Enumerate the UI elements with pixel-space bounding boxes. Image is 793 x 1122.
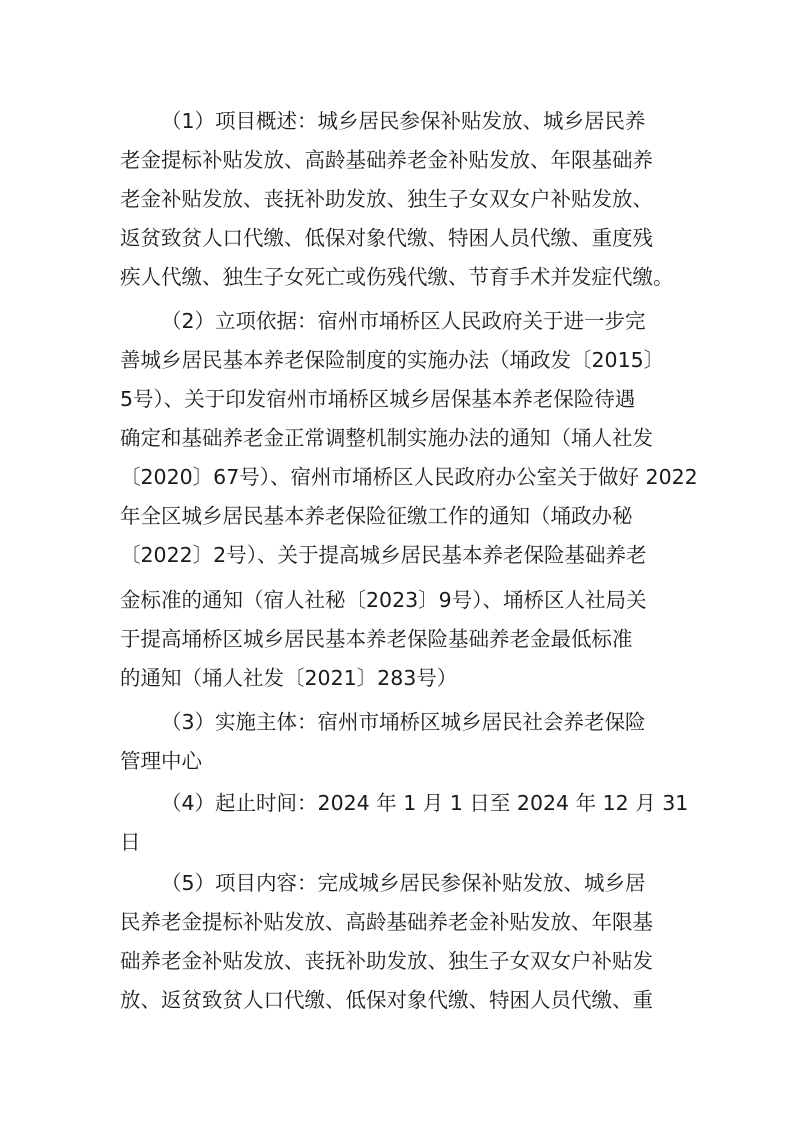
paragraph-5-line: 民养老金提标补贴发放、高龄基础养老金补贴发放、年限基 [120, 910, 653, 934]
paragraph-3-line: 管理中心 [120, 749, 202, 773]
paragraph-2-line: 年全区城乡居民基本养老保险征缴工作的通知（埇政办秘 [120, 504, 633, 528]
paragraph-2-line: 确定和基础养老金正常调整机制实施办法的通知（埇人社发 [120, 426, 653, 450]
paragraph-2-line: （2）立项依据：宿州市埇桥区人民政府关于进一步完 [161, 309, 646, 333]
paragraph-5-line: （5）项目内容：完成城乡居民参保补贴发放、城乡居 [161, 871, 646, 895]
paragraph-1-line: 老金提标补贴发放、高龄基础养老金补贴发放、年限基础养 [120, 148, 653, 172]
paragraph-3-line: （3）实施主体：宿州市埇桥区城乡居民社会养老保险 [161, 710, 646, 734]
paragraph-2-line: 5号）、关于印发宿州市埇桥区城乡居保基本养老保险待遇 [120, 387, 636, 411]
paragraph-2-line: 〔2022〕2号）、关于提高城乡居民基本养老保险基础养老 [120, 543, 647, 567]
paragraph-1-line: （1）项目概述：城乡居民参保补贴发放、城乡居民养 [161, 109, 646, 133]
paragraph-2-line: 的通知（埇人社发〔2021〕283号） [120, 666, 458, 690]
paragraph-4-line: （4）起止时间：2024 年 1 月 1 日至 2024 年 12 月 31 [161, 791, 689, 815]
paragraph-1-line: 老金补贴发放、丧抚补助发放、独生子女双女户补贴发放、 [120, 187, 653, 211]
paragraph-2-line: 金标准的通知（宿人社秘〔2023〕9号）、埇桥区人社局关 [120, 588, 647, 612]
paragraph-2-line: 〔2020〕67号）、宿州市埇桥区人民政府办公室关于做好 2022 [120, 465, 698, 489]
paragraph-4-line: 日 [120, 830, 141, 854]
paragraph-2-line: 善城乡居民基本养老保险制度的实施办法（埇政发〔2015〕 [120, 348, 665, 372]
paragraph-5-line: 放、返贫致贫人口代缴、低保对象代缴、特困人员代缴、重 [120, 988, 653, 1012]
paragraph-2-line: 于提高埇桥区城乡居民基本养老保险基础养老金最低标准 [120, 627, 633, 651]
paragraph-1-line: 疾人代缴、独生子女死亡或伤残代缴、节育手术并发症代缴。 [120, 265, 674, 289]
paragraph-5-line: 础养老金补贴发放、丧抚补助发放、独生子女双女户补贴发 [120, 949, 653, 973]
paragraph-1-line: 返贫致贫人口代缴、低保对象代缴、特困人员代缴、重度残 [120, 226, 653, 250]
